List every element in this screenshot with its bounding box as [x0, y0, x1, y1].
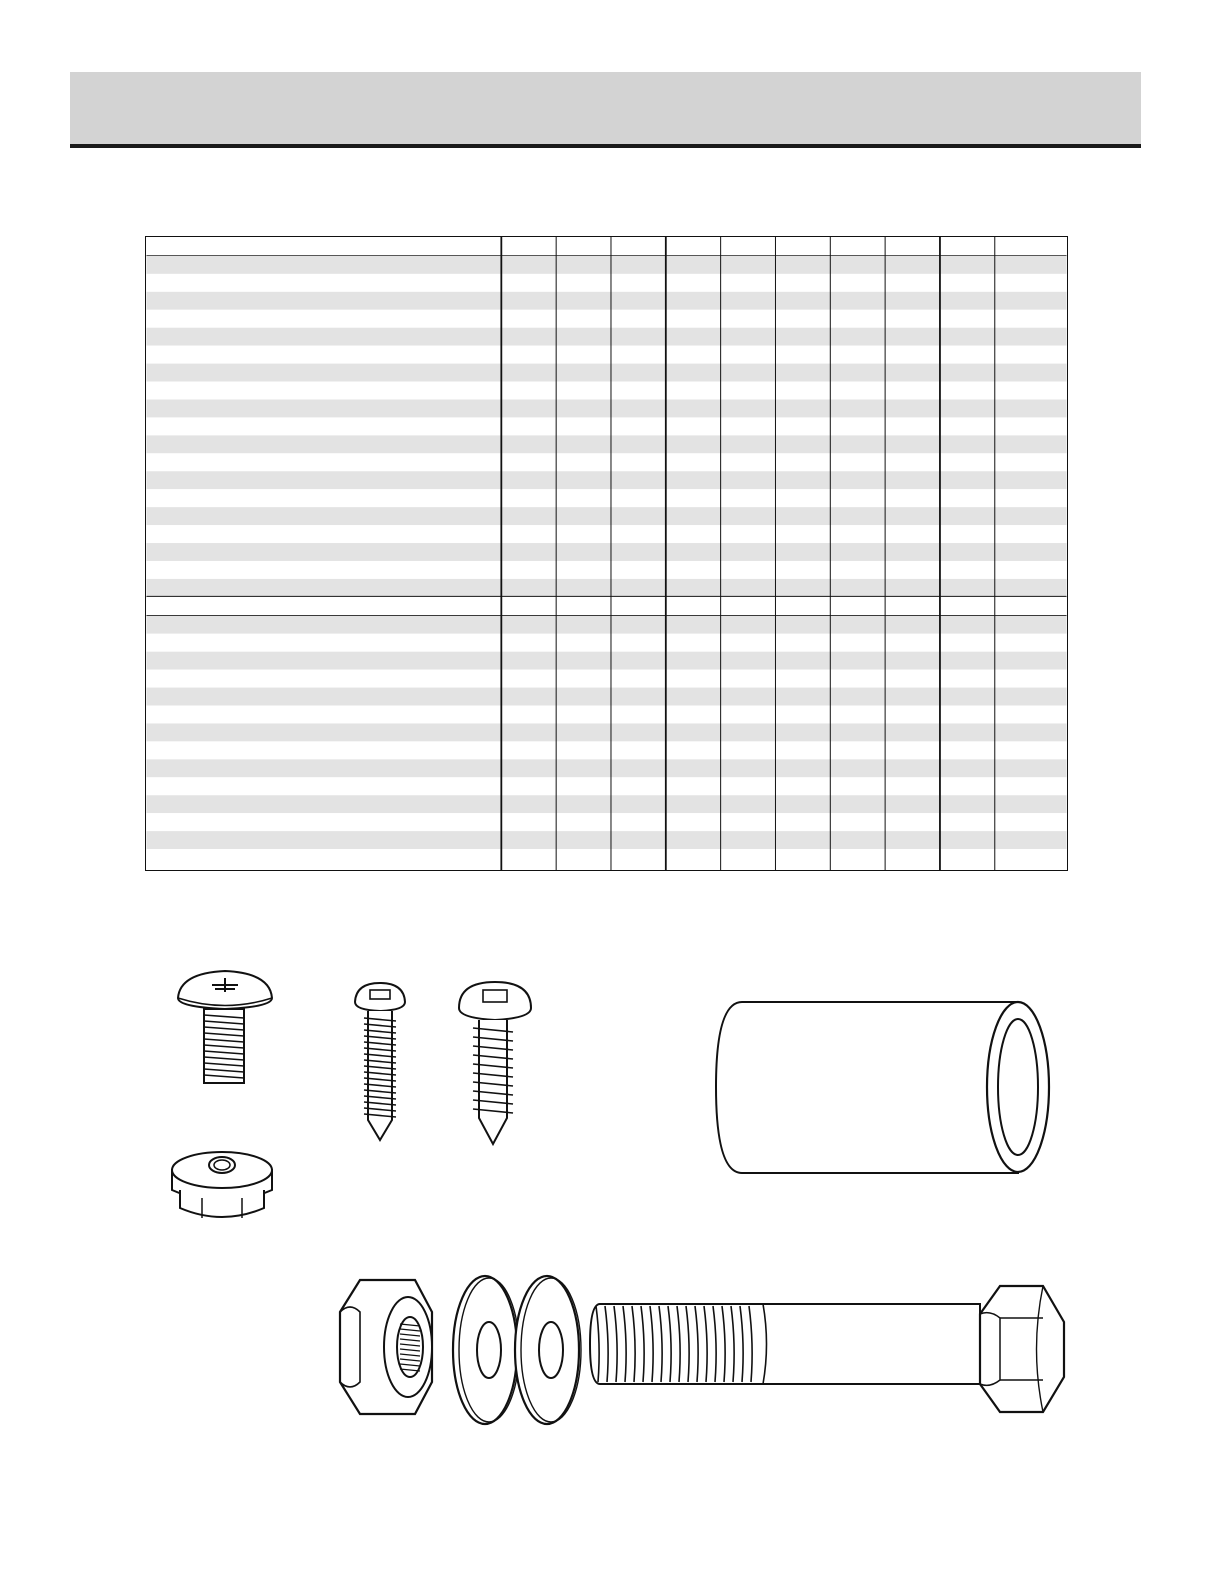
flat-washer-illustration — [447, 1270, 587, 1430]
table-row — [146, 507, 1066, 525]
table-row — [146, 274, 1066, 292]
table-row — [146, 525, 1066, 543]
table-row — [146, 435, 1066, 453]
table-row — [146, 453, 1066, 471]
table-row — [146, 795, 1066, 813]
table-row — [146, 292, 1066, 310]
table-row — [146, 382, 1066, 400]
table-row — [146, 579, 1066, 597]
table-row — [146, 813, 1066, 831]
hex-bolt-illustration — [588, 1282, 1068, 1417]
table-row — [146, 346, 1066, 364]
table-row — [146, 489, 1066, 507]
table-row — [146, 417, 1066, 435]
section-2-header-row — [146, 597, 1066, 616]
table-row — [146, 741, 1066, 759]
parts-table — [145, 236, 1068, 871]
truss-head-machine-screw-illustration — [170, 965, 280, 1090]
header-rule — [70, 144, 1141, 148]
table-row — [146, 616, 1066, 634]
table-row — [146, 561, 1066, 579]
table-row — [146, 652, 1066, 670]
table-row — [146, 328, 1066, 346]
spacer-tube-illustration — [712, 995, 1057, 1180]
pan-head-tapping-screw-large-illustration — [455, 978, 535, 1148]
pan-head-tapping-screw-small-illustration — [350, 980, 410, 1145]
table-row — [146, 688, 1066, 706]
table-row — [146, 634, 1066, 652]
table-row — [146, 543, 1066, 561]
table-row — [146, 777, 1066, 795]
table-row — [146, 399, 1066, 417]
table-row — [146, 849, 1066, 867]
flange-nut-illustration — [162, 1140, 282, 1225]
header-band — [70, 72, 1141, 144]
table-row — [146, 759, 1066, 777]
table-row — [146, 723, 1066, 741]
table-row — [146, 831, 1066, 849]
table-row — [146, 256, 1066, 274]
section-1-header-row — [146, 237, 1066, 256]
table-row — [146, 310, 1066, 328]
table-row — [146, 706, 1066, 724]
table-row — [146, 471, 1066, 489]
table-row — [146, 670, 1066, 688]
table-row — [146, 364, 1066, 382]
hex-lock-nut-illustration — [330, 1272, 440, 1422]
